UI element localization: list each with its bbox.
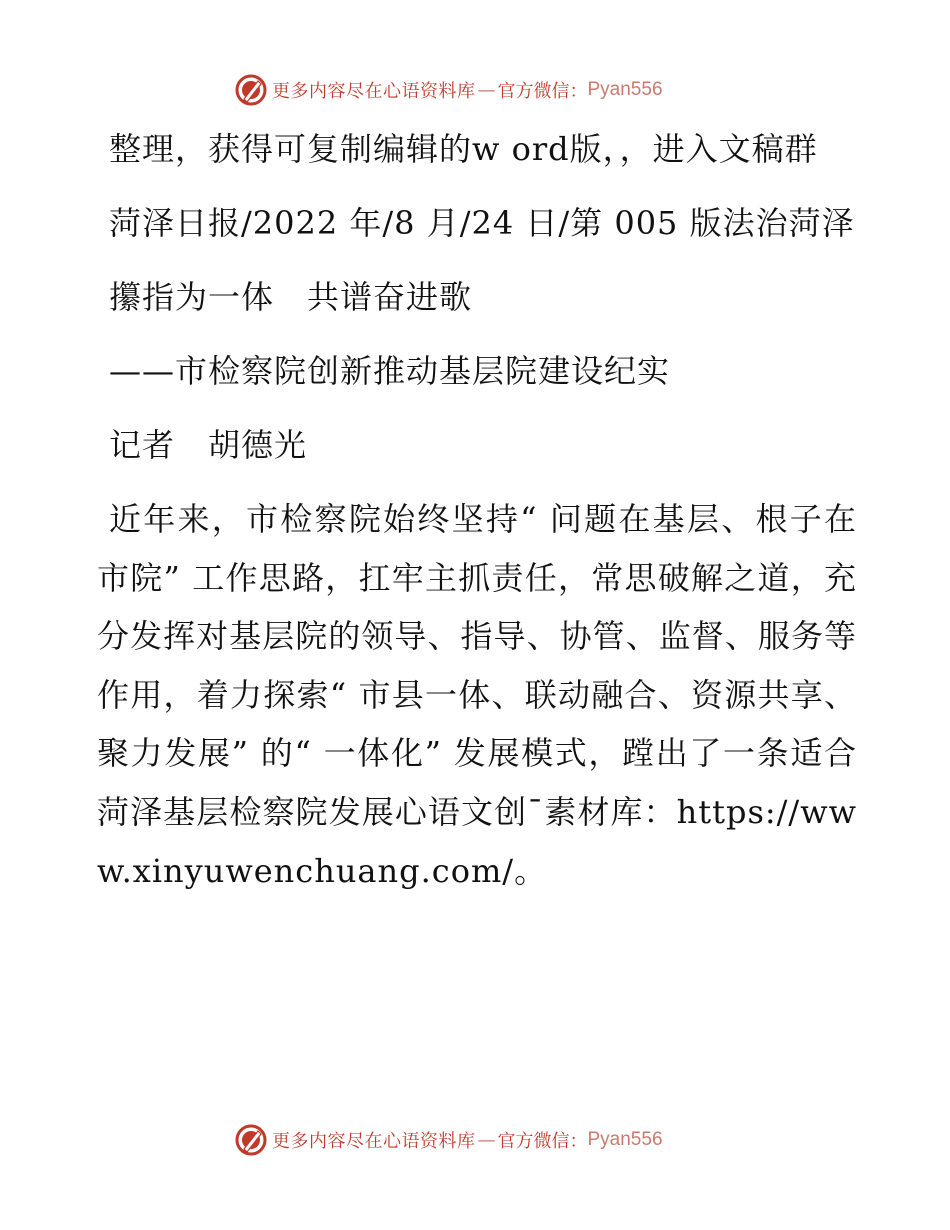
article-title: 攥指为一体 共谱奋进歌: [109, 278, 473, 316]
banner-separator: —: [477, 1129, 496, 1151]
banner-slogan: 更多内容尽在心语资料库: [272, 1131, 476, 1152]
article-subtitle: ——市检察院创新推动基层院建设纪实: [109, 352, 671, 390]
banner-contact-id: Pyan556: [587, 1129, 663, 1150]
footer-banner: [234, 1122, 663, 1158]
banner-separator: —: [477, 79, 496, 101]
intro-note: 整理，获得可复制编辑的w ord版，，进入文稿群: [109, 130, 818, 168]
byline: 记者 胡德光: [109, 426, 308, 464]
banner-contact-label: 官方微信：: [497, 1131, 588, 1152]
banner-contact-label: 官方微信：: [497, 81, 588, 102]
document-body: [97, 120, 857, 916]
header-banner: [234, 72, 663, 108]
pen-logo-icon: [234, 1123, 268, 1157]
banner-contact-id: Pyan556: [587, 79, 663, 100]
banner-slogan: 更多内容尽在心语资料库: [272, 81, 476, 102]
pen-logo-icon: [234, 73, 268, 107]
source-line: 菏泽日报/2022 年/8 月/24 日/第 005 版法治菏泽: [109, 204, 855, 242]
body-paragraph: 近年来，市检察院始终坚持“ 问题在基层、根子在市院” 工作思路，扛牢主抓责任，常思破解之道，充分发挥对基层院的领导、指导、协管、监督、服务等作用，着力探索“ 市县一体、联动融合、资源共享、聚力发展” 的“ 一体化” 发展模式，蹚出了一条适合菏泽基层检察院发展心语文创¯素材库：https://www.xinyuwenchuang.com/。: [97, 500, 857, 890]
